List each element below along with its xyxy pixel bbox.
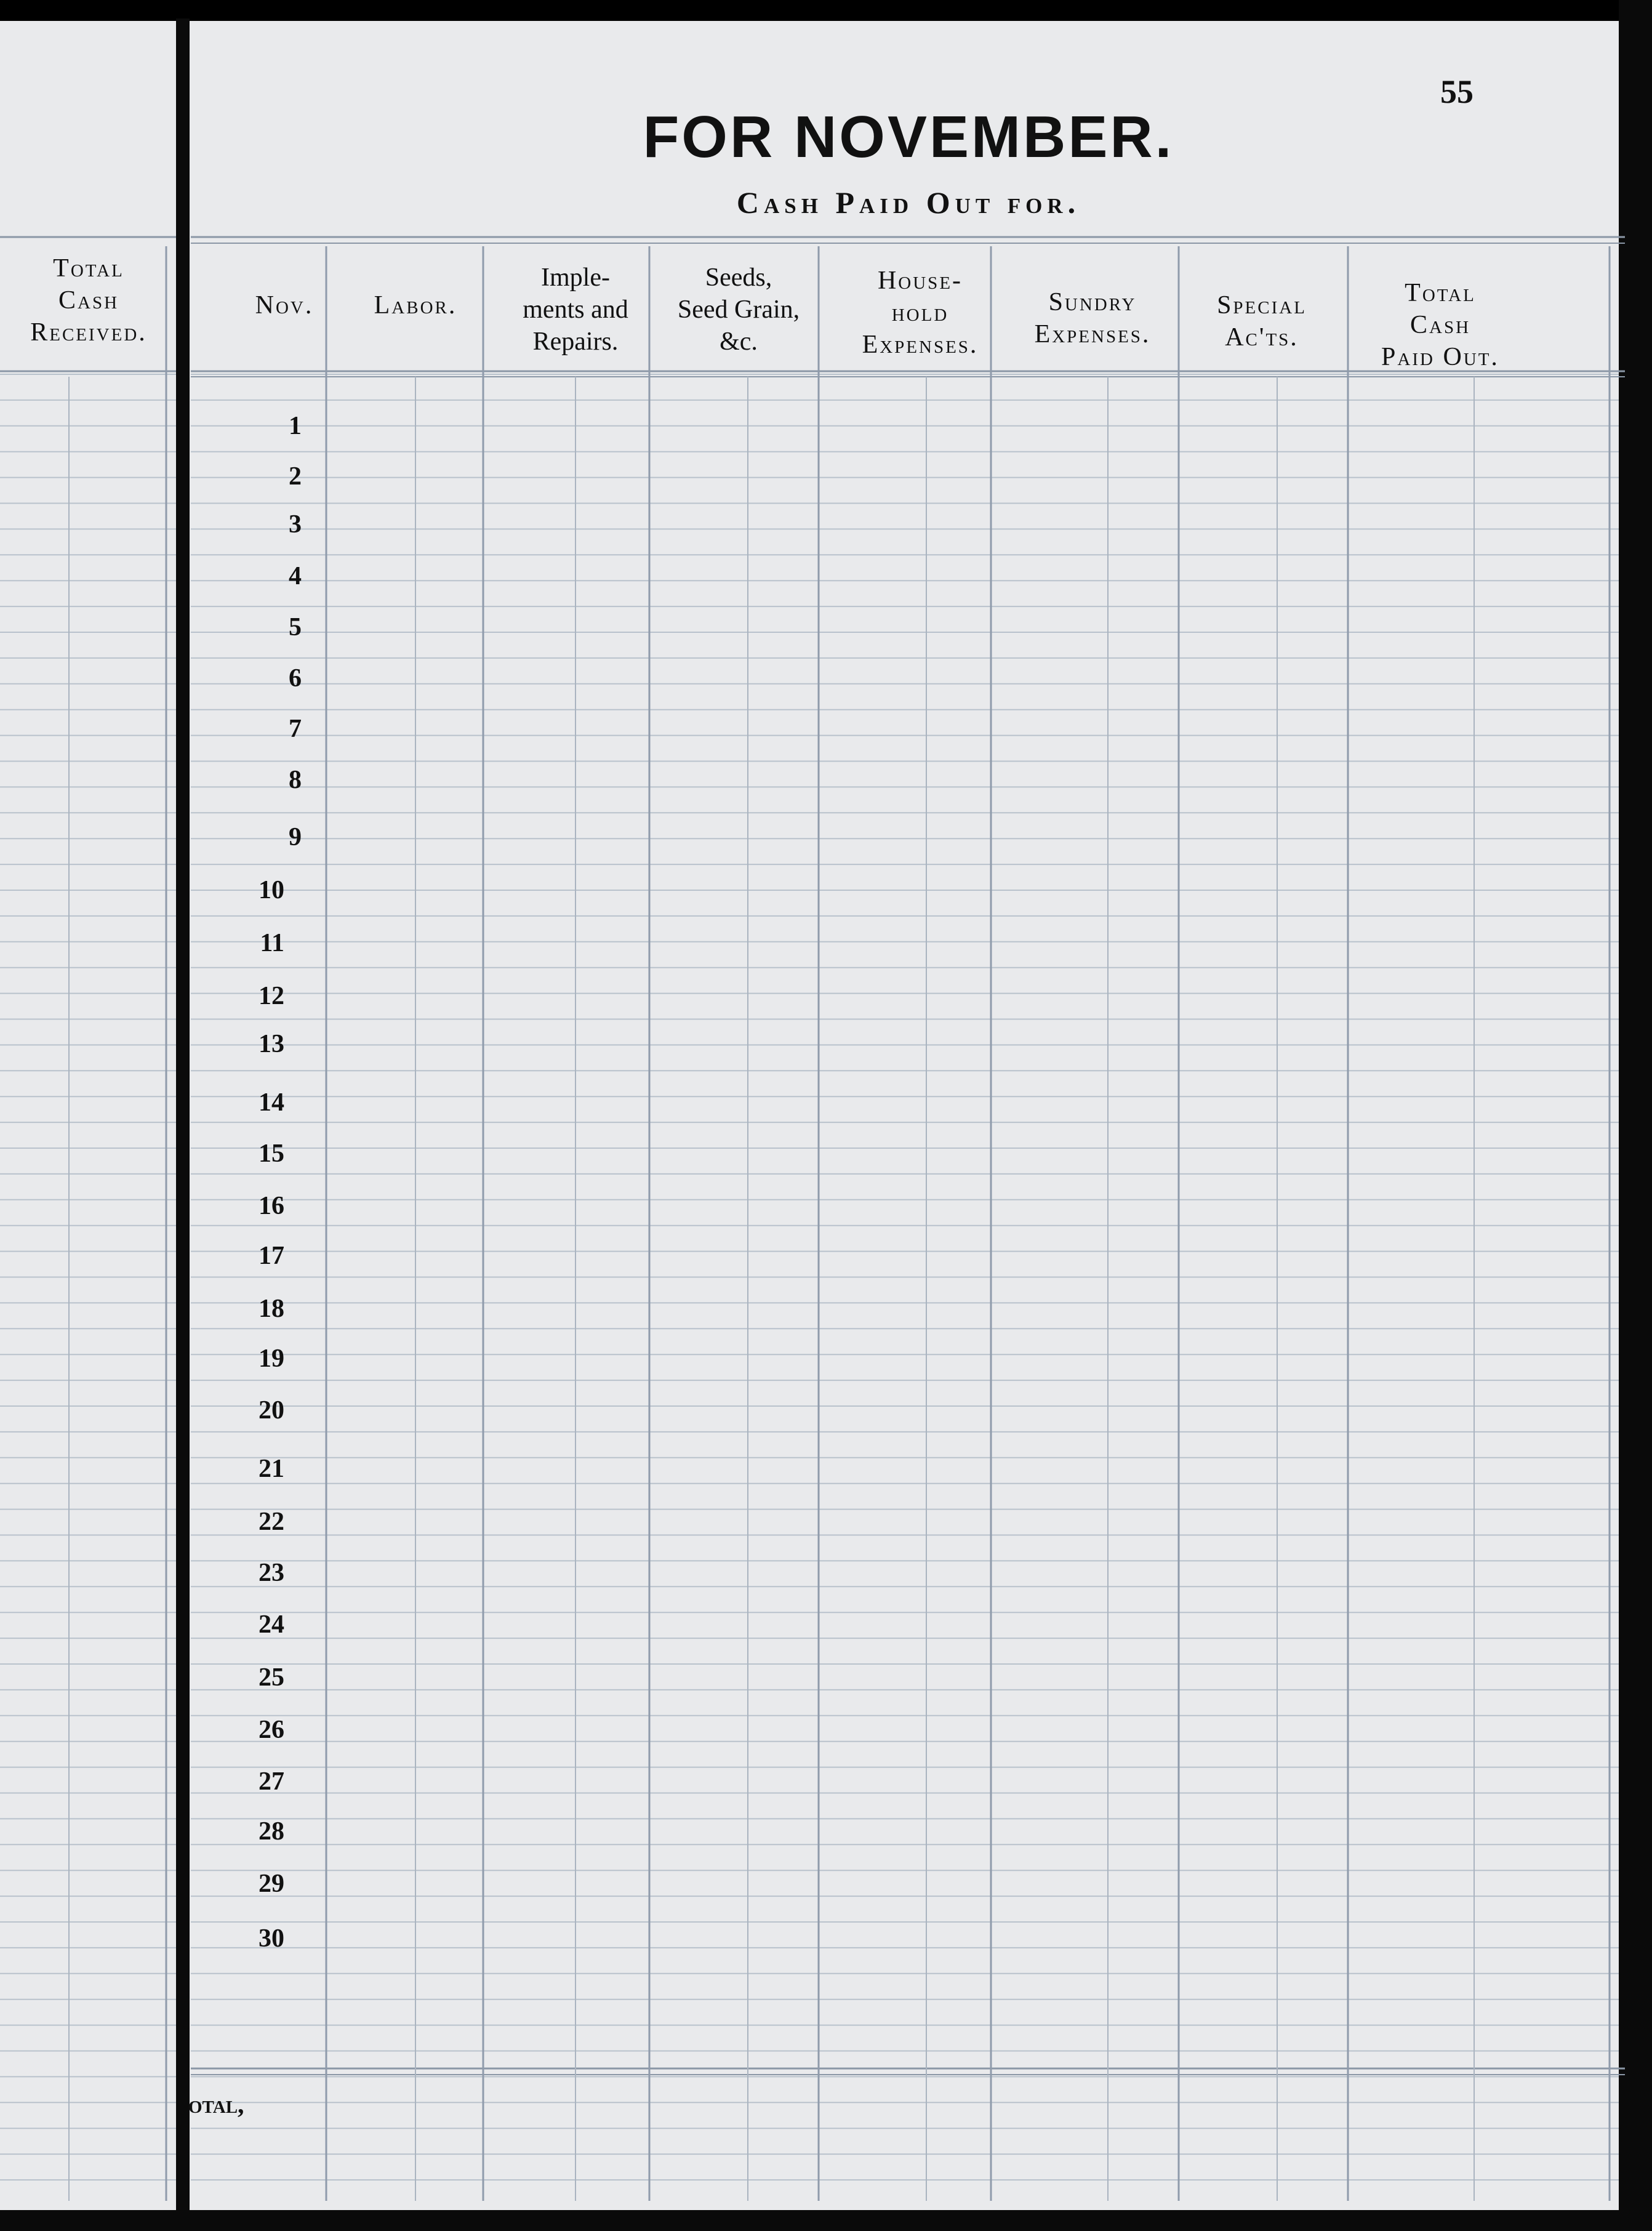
day-number: 20 <box>259 1396 284 1425</box>
page-subtitle: Cash Paid Out for. <box>736 185 1081 220</box>
day-number: 9 <box>289 823 302 851</box>
day-number: 29 <box>259 1870 284 1898</box>
day-number: 14 <box>259 1088 284 1117</box>
day-number: 18 <box>259 1295 284 1323</box>
day-number: 26 <box>259 1716 284 1744</box>
header-sundry <box>985 286 1200 350</box>
day-number: 27 <box>259 1767 284 1796</box>
total-label: otal, <box>188 2091 244 2119</box>
header-labor <box>332 289 499 321</box>
header-special <box>1176 289 1348 353</box>
day-number: 6 <box>289 664 302 693</box>
left-header-line: Total <box>53 254 124 283</box>
header-nov <box>241 289 327 321</box>
page-number: 55 <box>1440 73 1474 110</box>
header-line: Special <box>1217 291 1307 320</box>
day-number: 3 <box>289 510 302 539</box>
header-line: Ac'ts. <box>1225 323 1299 352</box>
header-line: ments and <box>523 295 628 324</box>
day-number: 23 <box>259 1559 284 1587</box>
header-line: Expenses. <box>862 331 979 359</box>
day-number: 5 <box>289 613 302 641</box>
header-line: Sundry <box>1048 288 1137 316</box>
day-number: 13 <box>259 1030 284 1058</box>
day-number: 10 <box>259 876 284 904</box>
day-number: 25 <box>259 1663 284 1692</box>
header-line: Cash <box>1409 311 1471 339</box>
left-header-line: Received. <box>30 318 147 347</box>
day-number: 1 <box>289 412 302 440</box>
day-number: 15 <box>259 1140 284 1168</box>
header-line: Labor. <box>374 291 457 320</box>
day-number: 16 <box>259 1192 284 1220</box>
day-number: 2 <box>289 462 302 491</box>
day-number: 19 <box>259 1345 284 1373</box>
header-line: Seeds, <box>705 263 772 292</box>
day-number: 11 <box>260 929 284 957</box>
header-line: hold <box>891 299 949 327</box>
header-seeds <box>649 262 828 358</box>
header-line: House- <box>877 267 963 295</box>
header-line: &c. <box>720 328 758 356</box>
header-line: Expenses. <box>1034 320 1151 348</box>
page-title: FOR NOVEMBER. <box>643 104 1174 170</box>
day-number: 4 <box>289 562 302 590</box>
day-number: 7 <box>289 715 302 743</box>
day-number: 22 <box>259 1508 284 1536</box>
header-line: Total <box>1405 279 1476 307</box>
header-line: Paid Out. <box>1381 343 1499 371</box>
header-implements <box>486 262 665 358</box>
left-column-header <box>0 252 177 348</box>
day-number: 21 <box>259 1455 284 1483</box>
day-number: 30 <box>259 1924 284 1953</box>
header-line: Imple- <box>541 263 610 292</box>
day-number: 17 <box>259 1242 284 1270</box>
day-number: 8 <box>289 766 302 794</box>
day-number: 12 <box>259 982 284 1010</box>
header-total-paid <box>1342 277 1539 373</box>
header-line: Seed Grain, <box>677 295 800 324</box>
day-number: 28 <box>259 1817 284 1846</box>
header-line: Nov. <box>255 291 314 320</box>
left-header-line: Cash <box>58 286 119 315</box>
day-number: 24 <box>259 1610 284 1639</box>
header-line: Repairs. <box>532 328 619 356</box>
